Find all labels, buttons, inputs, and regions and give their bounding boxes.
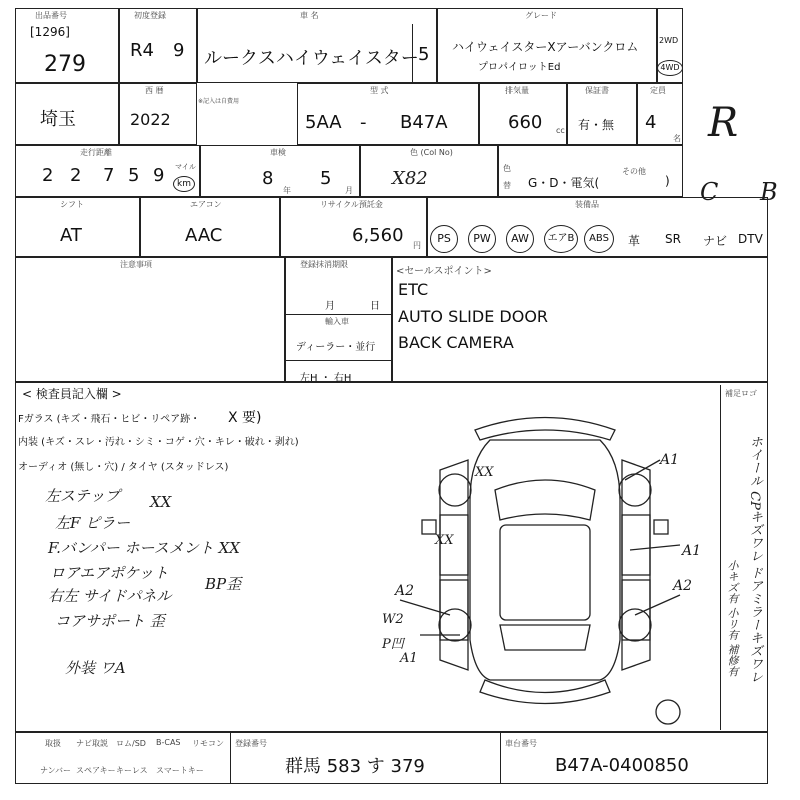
reg-label: 登録抹消期限 — [300, 260, 348, 269]
color-code: X82 — [392, 168, 428, 189]
year-label: 西 暦 — [145, 86, 164, 95]
note-core-support: コアサポート 歪 — [55, 612, 165, 630]
equipment-label: 装備品 — [575, 200, 599, 209]
right-door-front — [622, 515, 650, 575]
mileage-d4: 5 — [128, 165, 140, 186]
plate-label: 登録番号 — [235, 739, 267, 748]
shaken-label: 車検 — [270, 148, 286, 157]
plate: 群馬 583 す 379 — [285, 756, 425, 777]
shaken-year-unit: 年 — [283, 186, 291, 195]
reg-month: 9 — [173, 40, 185, 61]
note-lower-pocket: ロアエアポケット — [50, 564, 169, 582]
reg-day: 日 — [370, 301, 380, 312]
disp-label: 排気量 — [505, 86, 529, 95]
spare-wheel — [656, 700, 680, 724]
import-value: ディーラー・並行 — [296, 342, 376, 353]
car-name: ルークスハイウェイスター — [204, 48, 419, 69]
score-interior: C — [700, 178, 719, 206]
yen-unit: 円 — [413, 241, 421, 250]
inspector-line1-end: X 要) — [228, 410, 262, 426]
footer-bottom-0: ナンバー — [40, 766, 72, 775]
mark-w2: W2 — [382, 612, 404, 627]
hand-r: R — [708, 100, 739, 146]
drive-2wd: 2WD — [659, 36, 679, 45]
mark-a2-left: A2 — [395, 583, 415, 599]
front-bumper — [475, 418, 615, 441]
footer-bottom-3: スマートキー — [156, 766, 204, 775]
side-small: 小キズ有 小リ有 補修有 — [726, 560, 739, 677]
model-label: 車 名 — [300, 11, 319, 20]
car-diagram — [380, 400, 710, 730]
note-xx: XX — [150, 493, 172, 511]
shaken-month-unit: 月 — [345, 186, 353, 195]
shaken-year: 8 — [262, 168, 274, 189]
footer-divider — [230, 732, 231, 784]
sales-point-1: ETC — [398, 280, 429, 299]
side-text: ホイール CPキズワレ ドアミラーキズワレ — [747, 435, 762, 683]
km-unit: km — [173, 176, 195, 192]
era-year: R4 — [130, 40, 154, 61]
capacity: 4 — [645, 112, 657, 133]
capacity-unit: 名 — [673, 134, 681, 143]
equip-abs: ABS — [584, 225, 614, 253]
shift: AT — [60, 225, 82, 246]
note-bumper: F.バンパー ホースメント XX — [48, 539, 240, 557]
inspector-line3: オーディオ (無し・穴) / タイヤ (スタッドレス) — [18, 462, 229, 473]
drive-4wd: 4WD — [657, 60, 683, 76]
notes-label: 注意事項 — [120, 260, 152, 269]
recycle-label: リサイクル預託金 — [320, 200, 383, 209]
sales-point-3: BACK CAMERA — [398, 333, 514, 352]
score-exterior: B — [760, 178, 778, 206]
mark-xx-1: XX — [475, 465, 494, 480]
footer-divider2 — [500, 732, 501, 784]
equip-aw: AW — [506, 225, 534, 253]
reg-divider — [285, 314, 392, 315]
note-side-panel: 右左 サイドパネル — [48, 587, 172, 605]
notes-box — [15, 257, 285, 382]
color-change1: 色 — [503, 164, 511, 173]
wheel-fr — [619, 474, 651, 506]
sales-point-2: AUTO SLIDE DOOR — [398, 307, 549, 326]
first-reg-label: 初度登録 — [134, 11, 166, 20]
reg-month: 月 — [325, 301, 335, 312]
sales-label: <セールスポイント> — [396, 266, 492, 277]
mirror-right — [654, 520, 668, 534]
note-bp: BP歪 — [205, 575, 242, 593]
warranty: 有・無 — [578, 118, 615, 132]
footer-bottom-2: キーレス — [116, 766, 148, 775]
vin: B47A-0400850 — [555, 755, 689, 776]
side-label: 補足ロゴ — [725, 389, 757, 398]
divider — [412, 24, 413, 82]
cc-unit: cc — [556, 126, 565, 135]
mirror-left — [422, 520, 436, 534]
grade-label: グレード — [525, 11, 557, 20]
windshield — [495, 480, 595, 520]
equip-dtv: DTV — [738, 232, 763, 246]
footer-top-2: ロム/SD — [116, 739, 146, 748]
note-left-pillar: 左F ピラー — [55, 514, 131, 532]
displacement: 660 — [508, 112, 543, 133]
footer-top-3: B-CAS — [156, 738, 181, 747]
door-count: 5 — [418, 44, 430, 65]
footer-top-4: リモコン — [192, 739, 224, 748]
footer-top-1: ナビ取説 — [76, 739, 108, 748]
note-left-step: 左ステップ — [45, 487, 120, 505]
mileage-label: 走行距離 — [80, 148, 112, 157]
capacity-label: 定員 — [650, 86, 666, 95]
inspector-line2: 内装 (キズ・スレ・汚れ・シミ・コゲ・穴・キレ・破れ・剥れ) — [18, 437, 299, 448]
inspector-title: < 検査員記入欄 > — [22, 387, 122, 401]
mark-a2-right: A2 — [673, 578, 693, 594]
equip-sr: SR — [665, 232, 681, 246]
equip-navi: ナビ — [703, 234, 728, 248]
inspector-line1: Fガラス (キズ・飛石・ヒビ・リペア跡・ — [18, 414, 201, 425]
shaken-month: 5 — [320, 168, 332, 189]
vin-label: 車台番号 — [505, 739, 537, 748]
year-note: ※記入は自費用 — [198, 98, 240, 105]
type-dash: - — [360, 112, 367, 133]
footer-top-0: 取扱 — [45, 739, 61, 748]
type-prefix: 5AA — [305, 112, 342, 133]
year-value: 2022 — [130, 110, 171, 129]
mileage-d5: 9 — [153, 165, 165, 186]
lot-number: 279 — [44, 52, 86, 77]
type-code: B47A — [400, 112, 448, 133]
import-label: 輸入車 — [325, 317, 349, 326]
grade-line1: ハイウェイスターXアーバンクロム — [452, 40, 639, 54]
mileage-d2: 2 — [70, 165, 82, 186]
color-change2: 替 — [503, 181, 511, 190]
color-label: 色 (Col No) — [410, 148, 453, 157]
equip-pw: PW — [468, 225, 496, 253]
wheel-rr — [619, 609, 651, 641]
fuel-type: G・D・電気( — [528, 176, 600, 190]
rear-window — [500, 625, 590, 650]
fuel-close: ) — [665, 174, 670, 188]
steering: 左H ・ 右H — [300, 373, 352, 384]
lot-bracket: [1296] — [30, 25, 70, 39]
type-label: 型 式 — [370, 86, 389, 95]
warranty-label: 保証書 — [585, 86, 609, 95]
mileage-d1: 2 — [42, 165, 54, 186]
mark-a1-rear: A1 — [400, 651, 418, 666]
rear-bumper — [480, 680, 610, 704]
grade-line2: プロパイロットEd — [478, 62, 561, 73]
fuel-other: その他 — [622, 167, 646, 176]
lot-label: 出品番号 — [35, 11, 67, 20]
region: 埼玉 — [40, 109, 76, 130]
equip-leather: 革 — [628, 234, 641, 248]
ac-label: エアコン — [190, 200, 222, 209]
mileage-d3: 7 — [103, 165, 115, 186]
equip-ps: PS — [430, 225, 458, 253]
mark-a1-right: A1 — [682, 543, 702, 559]
roof — [500, 525, 590, 620]
wheel-fl — [439, 474, 471, 506]
equip-airbag: エアB — [544, 225, 578, 253]
mile-unit: マイル — [175, 163, 196, 171]
left-door-rear — [440, 580, 468, 640]
footer-bottom-1: スペアキー — [76, 766, 116, 775]
recycle: 6,560 — [352, 225, 404, 246]
mark-xx-2: XX — [435, 533, 454, 548]
mark-a1-front-right: A1 — [660, 452, 680, 468]
note-exterior: 外装 ワA — [65, 659, 126, 677]
ac: AAC — [185, 225, 223, 246]
shift-label: シフト — [60, 200, 84, 209]
reg-divider2 — [285, 360, 392, 361]
mark-p-dent: P凹 — [382, 637, 404, 652]
